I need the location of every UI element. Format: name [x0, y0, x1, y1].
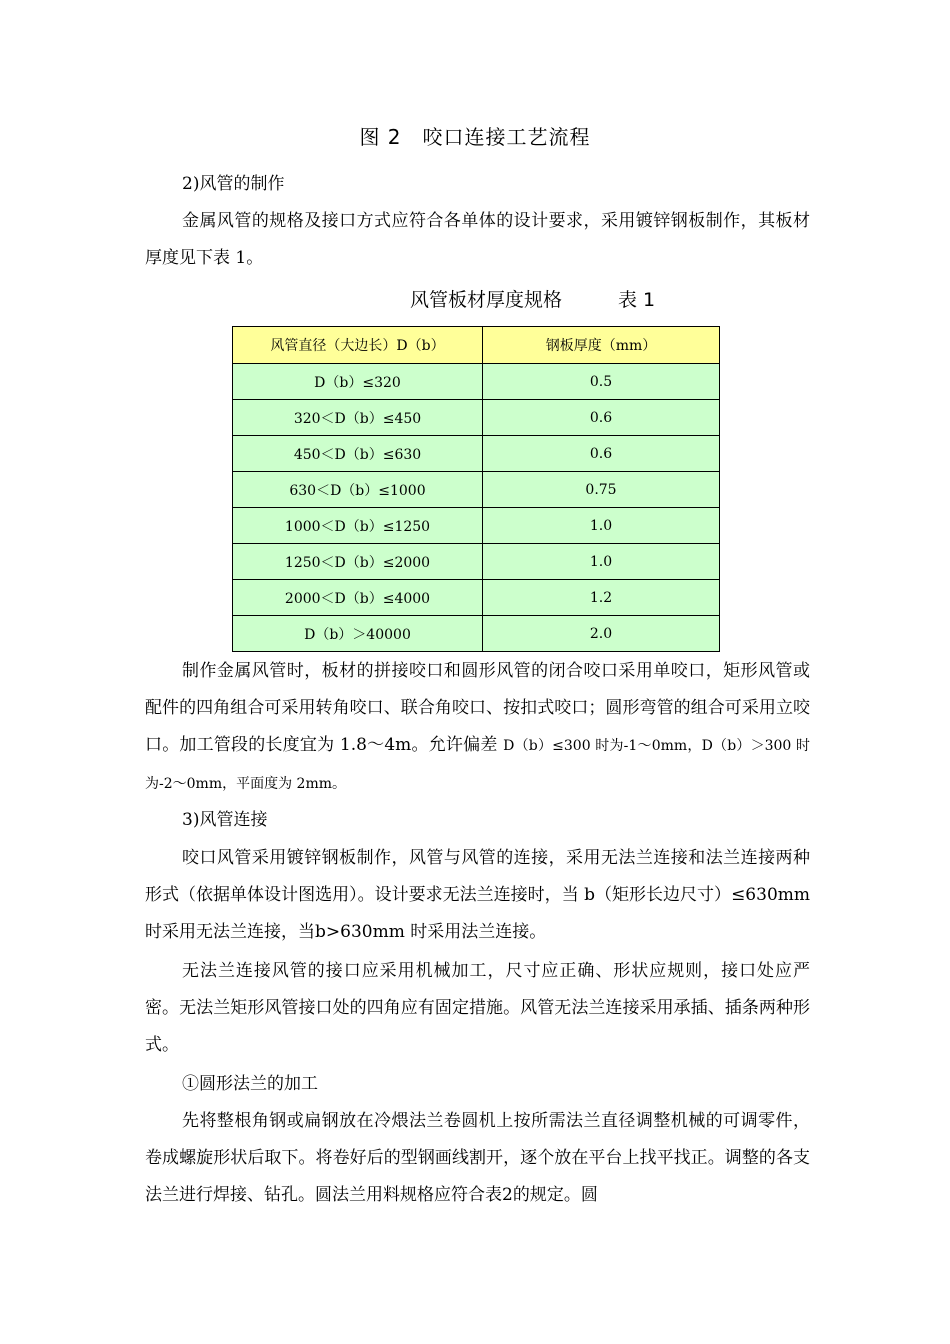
figure-caption: 图 2 咬口连接工艺流程	[359, 125, 591, 149]
paragraph-seam-joints-tolerance: D（b）≤300 时为-1～0mm，D（b）＞300 时为-2～0mm，平面度为 2mm。	[145, 738, 811, 792]
cell-duct-size: 450＜D（b）≤630	[233, 436, 483, 472]
cell-thickness: 0.75	[483, 472, 720, 508]
cell-thickness: 1.2	[483, 580, 720, 616]
paragraph-seam-joints-main: 制作金属风管时，板材的拼接咬口和圆形风管的闭合咬口采用单咬口，矩形风管或配件的四角组合可采用转角咬口、联合角咬口、按扣式咬口；圆形弯管的组合可采用立咬口。加工管段的长度宜为 1.8～4m。允许偏差	[145, 661, 810, 755]
paragraph-flangeless-joint: 无法兰连接风管的接口应采用机械加工，尺寸应正确、形状应规则，接口处应严密。无法兰矩形风管接口处的四角应有固定措施。风管无法兰连接采用承插、插条两种形式。	[145, 961, 810, 1055]
cell-thickness: 2.0	[483, 616, 720, 652]
section-heading-duct-fabrication: 2)风管的制作	[182, 174, 285, 194]
header-plate-thickness: 钢板厚度（mm）	[483, 327, 720, 364]
table-row	[233, 472, 720, 508]
cell-duct-size: D（b）≤320	[233, 364, 483, 400]
cell-duct-size: 1000＜D（b）≤1250	[233, 508, 483, 544]
table-row	[233, 400, 720, 436]
cell-duct-size: 2000＜D（b）≤4000	[233, 580, 483, 616]
cell-duct-size: 630＜D（b）≤1000	[233, 472, 483, 508]
thickness-spec-table	[232, 326, 720, 652]
paragraph-connection-types: 咬口风管采用镀锌钢板制作，风管与风管的连接，采用无法兰连接和法兰连接两种形式（依据单体设计图选用）。设计要求无法兰连接时，当 b（矩形长边尺寸）≤630mm 时采用无法兰连接，当b>630mm 时采用法兰连接。	[145, 848, 810, 942]
paragraph-material-spec: 金属风管的规格及接口方式应符合各单体的设计要求，采用镀锌钢板制作，其板材厚度见下表 1。	[145, 211, 810, 268]
table-row	[233, 364, 720, 400]
table-number: 表 1	[618, 289, 656, 311]
subsection-heading-round-flange: ①圆形法兰的加工	[182, 1074, 318, 1094]
table-row	[233, 436, 720, 472]
section-heading-duct-connection: 3)风管连接	[182, 810, 268, 830]
cell-thickness: 1.0	[483, 544, 720, 580]
cell-duct-size: 320＜D（b）≤450	[233, 400, 483, 436]
table-row	[233, 580, 720, 616]
table-title	[410, 285, 655, 312]
cell-thickness: 0.5	[483, 364, 720, 400]
table-row	[233, 508, 720, 544]
paragraph-seam-joints	[145, 653, 810, 803]
cell-duct-size: D（b）＞40000	[233, 616, 483, 652]
header-duct-size: 风管直径（大边长）D（b）	[233, 327, 483, 364]
table-header-row	[233, 327, 720, 364]
cell-duct-size: 1250＜D（b）≤2000	[233, 544, 483, 580]
table-row	[233, 616, 720, 652]
table-row	[233, 544, 720, 580]
table-title-text: 风管板材厚度规格	[410, 289, 563, 311]
paragraph-round-flange-processing: 先将整根角钢或扁钢放在冷煨法兰卷圆机上按所需法兰直径调整机械的可调零件，卷成螺旋形状后取下。将卷好后的型钢画线割开，逐个放在平台上找平找正。调整的各支法兰进行焊接、钻孔。圆法兰用料规格应符合表2的规定。圆	[145, 1111, 810, 1205]
cell-thickness: 0.6	[483, 400, 720, 436]
cell-thickness: 0.6	[483, 436, 720, 472]
cell-thickness: 1.0	[483, 508, 720, 544]
